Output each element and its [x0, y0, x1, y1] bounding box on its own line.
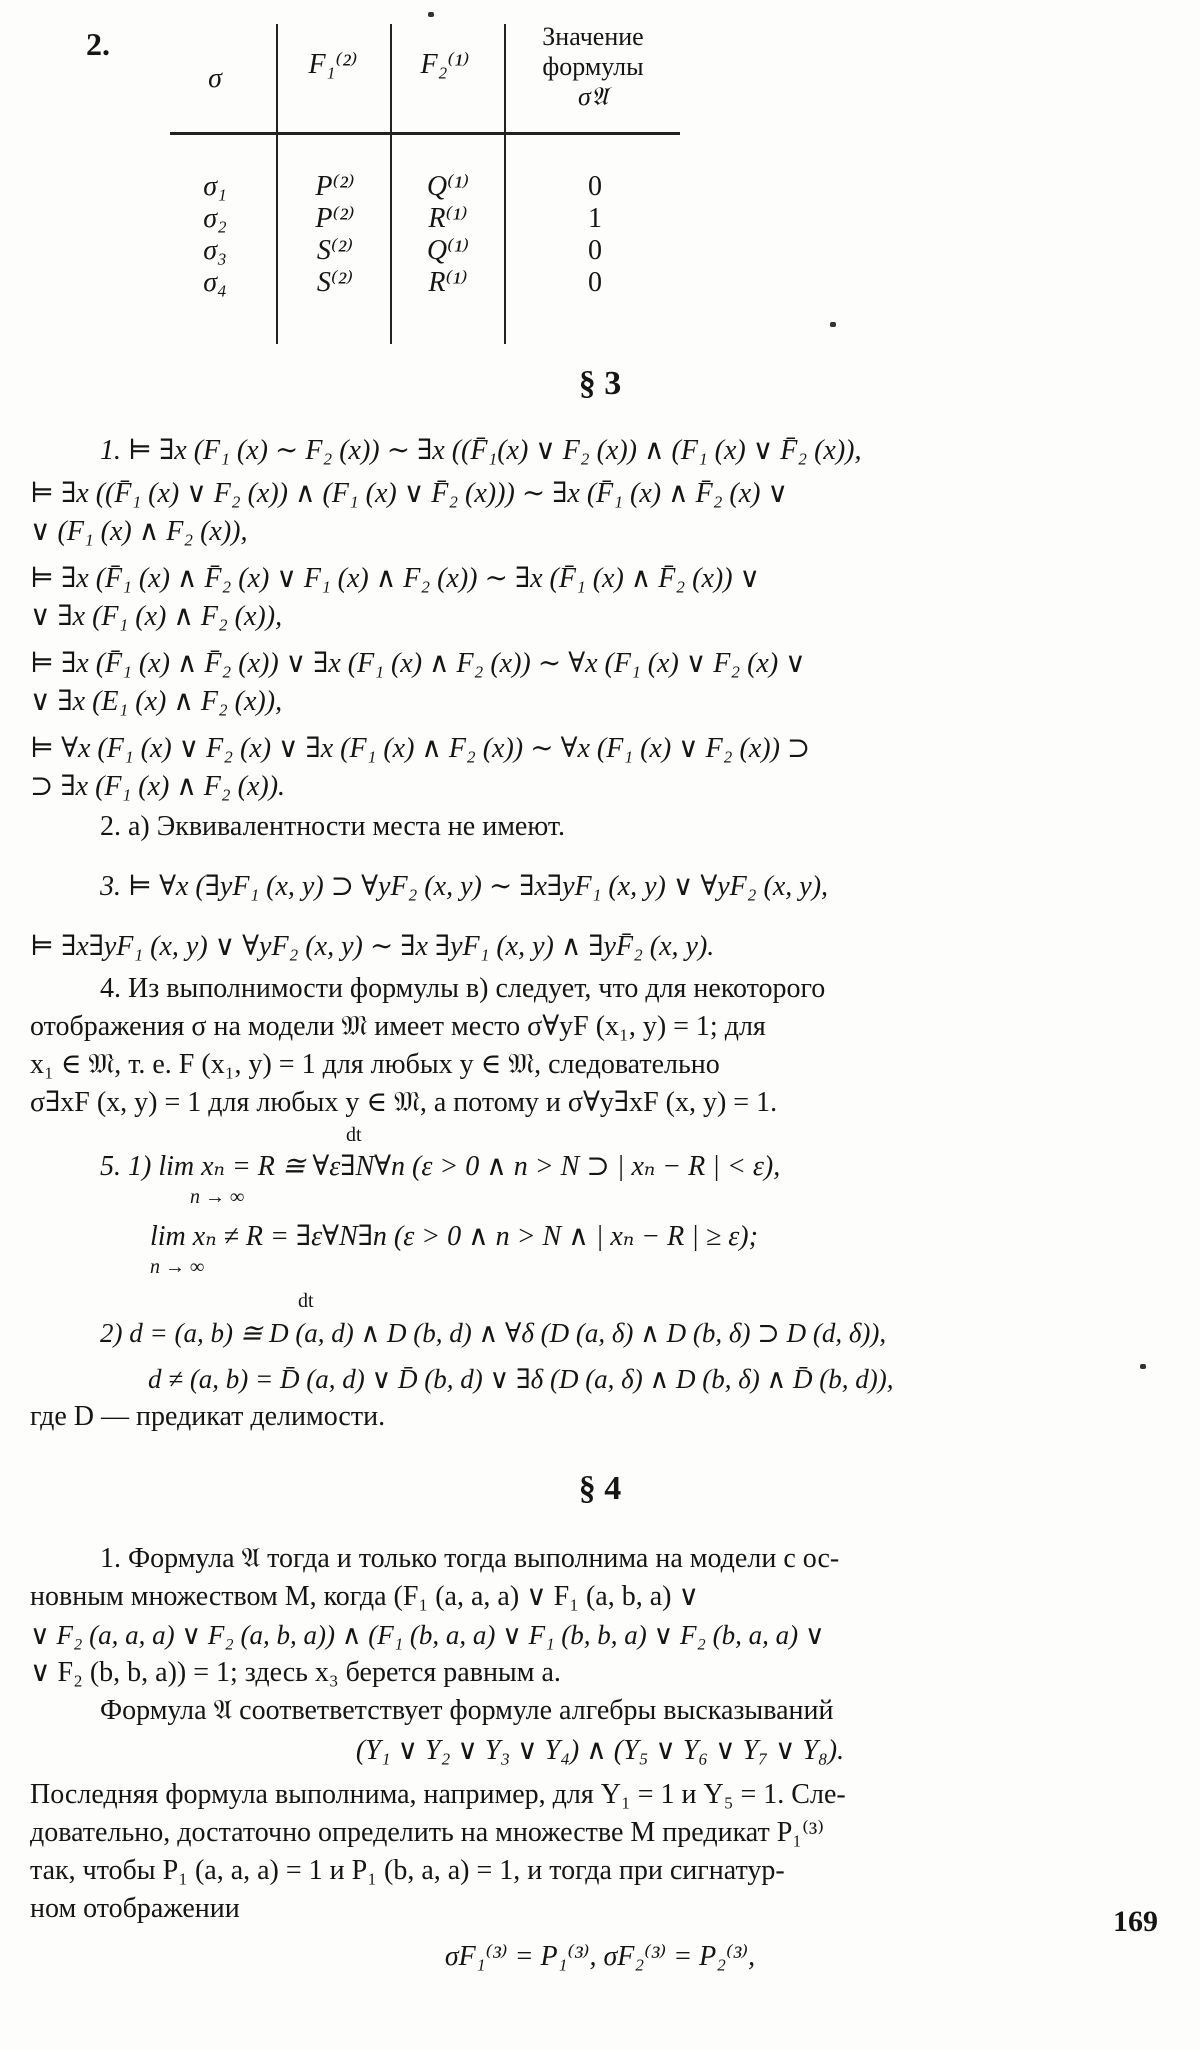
cell-sigma: σ₄	[203, 267, 227, 298]
text-line: ∨ ∃x (E₁ (x) ∧ F₂ (x)),	[30, 686, 283, 717]
text-line: x₁ ∈ 𝔐, т. е. F (x₁, y) = 1 для любых y ∈ 𝔐, следовательно	[30, 1049, 720, 1080]
header-line-3: σ𝔄	[577, 82, 609, 111]
definition-mark: dt	[346, 1124, 362, 1146]
text-line: ⊨ ∃x (F̄₁ (x) ∧ F̄₂ (x)) ∨ ∃x (F₁ (x) ∧ F₂ (x)) ∼ ∀x (F₁ (x) ∨ F₂ (x) ∨	[30, 648, 806, 679]
cell-f2: Q⁽¹⁾	[426, 235, 470, 266]
cell-f2: Q⁽¹⁾	[426, 171, 470, 202]
text-line: где D — предикат делимости.	[30, 1401, 386, 1432]
cell-sigma: σ₁	[203, 171, 227, 202]
print-speck	[830, 322, 836, 327]
section-heading-3: § 3	[578, 365, 622, 402]
cell-f2: R⁽¹⁾	[428, 267, 468, 298]
print-speck	[428, 12, 434, 17]
text-line: ∨ (F₁ (x) ∧ F₂ (x)),	[30, 516, 248, 547]
table-divider	[390, 24, 392, 344]
problem-number: 2.	[86, 26, 110, 62]
table-divider	[504, 24, 506, 344]
cell-value: 0	[588, 171, 602, 202]
text-line: довательно, достаточно определить на множестве M предикат P₁⁽³⁾	[30, 1817, 825, 1848]
table-header-sigma: σ	[208, 63, 222, 94]
section-heading-4: § 4	[578, 1470, 622, 1507]
text-line: так, чтобы P₁ (a, a, a) = 1 и P₁ (b, a, a) = 1, и тогда при сигнатур-	[30, 1855, 785, 1886]
text-line: σF₁⁽³⁾ = P₁⁽³⁾, σF₂⁽³⁾ = P₂⁽³⁾,	[444, 1941, 756, 1972]
text-line: ⊨ ∃x ((F̄₁ (x) ∨ F₂ (x)) ∧ (F₁ (x) ∨ F̄₂ (x))) ∼ ∃x (F̄₁ (x) ∧ F̄₂ (x) ∨	[30, 478, 788, 509]
cell-f1: S⁽²⁾	[316, 267, 354, 298]
cell-f1: P⁽²⁾	[315, 171, 355, 202]
text-line: ном отображении	[30, 1893, 240, 1924]
text-line: Последняя формула выполнима, например, для Y₁ = 1 и Y₅ = 1. Сле-	[30, 1779, 846, 1810]
text-line: 3. ⊨ ∀x (∃yF₁ (x, y) ⊃ ∀yF₂ (x, y) ∼ ∃x∃yF₁ (x, y) ∨ ∀yF₂ (x, y),	[100, 871, 829, 902]
text-line: 4. Из выполнимости формулы в) следует, что для некоторого	[100, 973, 826, 1004]
text-line: ⊨ ∃x (F̄₁ (x) ∧ F̄₂ (x) ∨ F₁ (x) ∧ F₂ (x)) ∼ ∃x (F̄₁ (x) ∧ F̄₂ (x)) ∨	[30, 563, 761, 594]
table-header-value	[508, 22, 678, 112]
cell-value: 0	[588, 235, 602, 266]
cell-sigma: σ₂	[203, 203, 227, 234]
text-line: 1. Формула 𝔄 тогда и только тогда выполнима на модели с ос-	[100, 1543, 840, 1574]
table-header-f2: F₂⁽¹⁾	[420, 49, 470, 80]
page-number: 169	[1113, 1905, 1158, 1938]
text-line: ∨ F₂ (a, a, a) ∨ F₂ (a, b, a)) ∧ (F₁ (b, a, a) ∨ F₁ (b, b, a) ∨ F₂ (b, a, a) ∨	[30, 1620, 825, 1650]
text-line: Формула 𝔄 соответветствует формуле алгебры высказываний	[100, 1695, 834, 1726]
text-line: ⊃ ∃x (F₁ (x) ∧ F₂ (x)).	[30, 771, 286, 802]
text-line: 2. а) Эквивалентности места не имеют.	[100, 811, 566, 842]
cell-f1: P⁽²⁾	[315, 203, 355, 234]
limit-subscript: n → ∞	[190, 1186, 245, 1208]
cell-f2: R⁽¹⁾	[428, 203, 468, 234]
table-divider	[276, 24, 278, 344]
cell-f1: S⁽²⁾	[316, 235, 354, 266]
text-line: 5. 1) lim xₙ = R ≅ ∀ε∃N∀n (ε > 0 ∧ n > N ⊃ | xₙ − R | < ε),	[100, 1151, 781, 1182]
text-line: 1. ⊨ ∃x (F₁ (x) ∼ F₂ (x)) ∼ ∃x ((F̄₁(x) ∨ F₂ (x)) ∧ (F₁ (x) ∨ F̄₂ (x)),	[100, 435, 862, 466]
header-line-2: формулы	[542, 52, 644, 81]
limit-subscript: n → ∞	[150, 1256, 205, 1278]
text-line: отображения σ на модели 𝔐 имеет место σ∀yF (x₁, y) = 1; для	[30, 1011, 766, 1042]
cell-value: 0	[588, 267, 602, 298]
text-line: ∨ F₂ (b, b, a)) = 1; здесь x₃ берется равным a.	[30, 1657, 561, 1688]
text-line: (Y₁ ∨ Y₂ ∨ Y₃ ∨ Y₄) ∧ (Y₅ ∨ Y₆ ∨ Y₇ ∨ Y₈).	[355, 1735, 845, 1766]
text-line: σ∃xF (x, y) = 1 для любых y ∈ 𝔐, а потому и σ∀y∃xF (x, y) = 1.	[30, 1087, 778, 1118]
table-header-f1: F₁⁽²⁾	[308, 49, 358, 80]
definition-mark: dt	[298, 1290, 314, 1312]
text-line: lim xₙ ≠ R = ∃ε∀N∃n (ε > 0 ∧ n > N ∧ | xₙ − R | ≥ ε);	[150, 1221, 758, 1252]
text-line: d ≠ (a, b) = D̄ (a, d) ∨ D̄ (b, d) ∨ ∃δ (D (a, δ) ∧ D (b, δ) ∧ D̄ (b, d)),	[148, 1364, 894, 1394]
cell-sigma: σ₃	[203, 235, 227, 266]
text-line: ⊨ ∃x∃yF₁ (x, y) ∨ ∀yF₂ (x, y) ∼ ∃x ∃yF₁ (x, y) ∧ ∃yF̄₂ (x, y).	[30, 931, 715, 962]
text-line: 2) d = (a, b) ≅ D (a, d) ∧ D (b, d) ∧ ∀δ (D (a, δ) ∧ D (b, δ) ⊃ D (d, δ)),	[100, 1318, 887, 1348]
text-line: новным множеством M, когда (F₁ (a, a, a) ∨ F₁ (a, b, a) ∨	[30, 1581, 699, 1612]
table-header-rule	[170, 132, 680, 135]
text-line: ⊨ ∀x (F₁ (x) ∨ F₂ (x) ∨ ∃x (F₁ (x) ∧ F₂ (x)) ∼ ∀x (F₁ (x) ∨ F₂ (x)) ⊃	[30, 733, 811, 764]
header-line-1: Значение	[542, 22, 644, 51]
text-line: ∨ ∃x (F₁ (x) ∧ F₂ (x)),	[30, 601, 283, 632]
cell-value: 1	[588, 203, 602, 234]
